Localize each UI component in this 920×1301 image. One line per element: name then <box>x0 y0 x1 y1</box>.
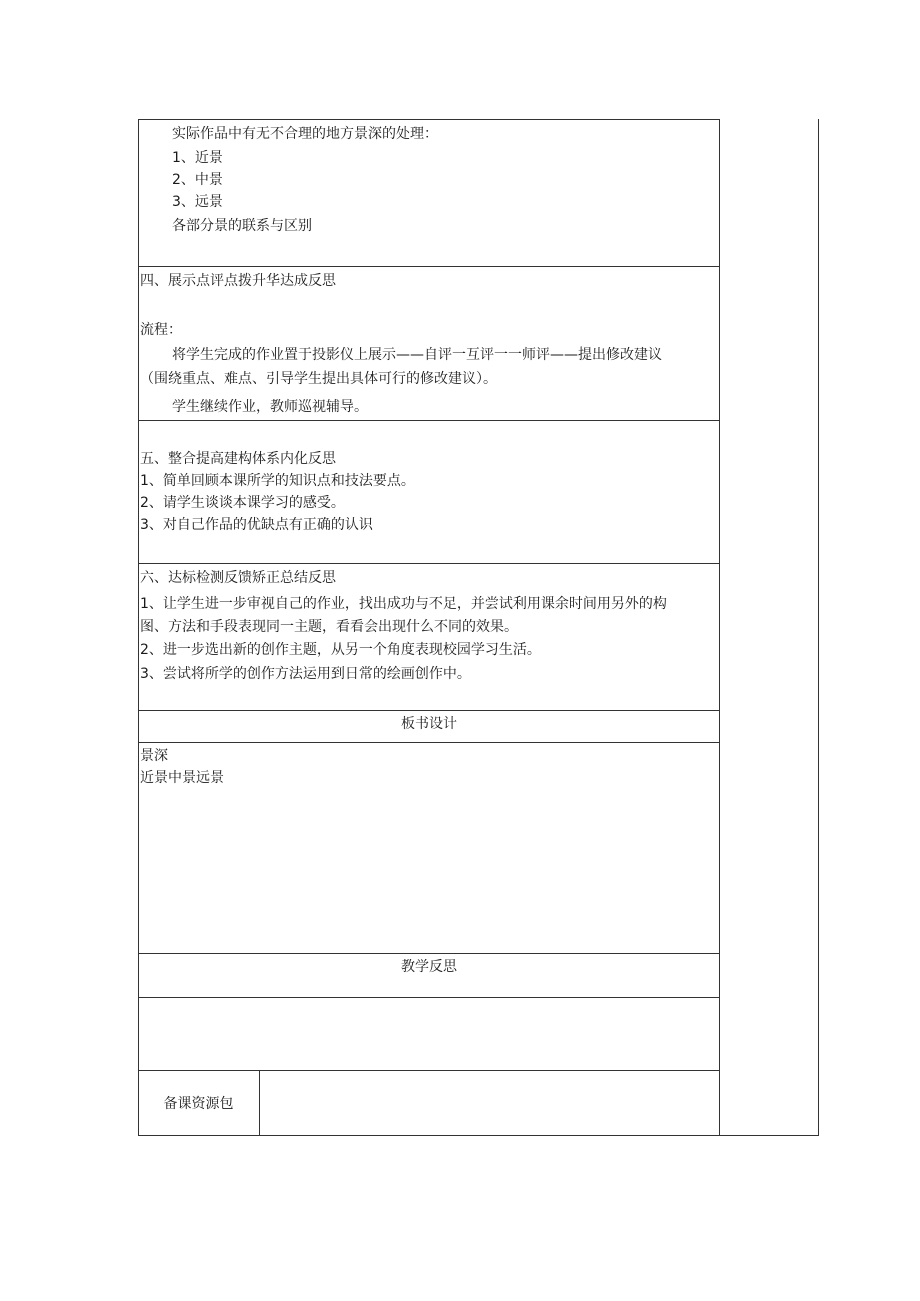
section4-para1-line1: 将学生完成的作业置于投影仪上展示——自评一互评一一师评——提出修改建议 <box>172 347 662 363</box>
table-row-divider <box>138 1135 819 1136</box>
table-row-divider <box>138 1070 720 1071</box>
section6-item1-line1: 1、让学生进一步审视自己的作业，找出成功与不足，并尝试利用课余时间用另外的构 <box>140 596 667 612</box>
table-row-divider <box>138 266 720 267</box>
resource-cell-divider <box>259 1070 260 1136</box>
resource-pack-label: 备课资源包 <box>163 1096 234 1112</box>
section6-item1-line2: 图、方法和手段表现同一主题，看看会出现什么不同的效果。 <box>140 619 518 635</box>
section4-flow-label: 流程： <box>140 322 182 338</box>
board-line-2: 近景中景远景 <box>140 770 224 786</box>
depth-item-far: 3、远景 <box>172 194 223 210</box>
depth-item-near: 1、近景 <box>172 150 223 166</box>
teaching-reflection-header: 教学反思 <box>401 959 457 975</box>
table-border-outer-right <box>818 119 819 1136</box>
board-design-header: 板书设计 <box>401 716 457 732</box>
section5-item-1: 1、简单回顾本课所学的知识点和技法要点。 <box>140 473 415 489</box>
table-row-divider <box>138 563 720 564</box>
table-row-divider <box>138 997 720 998</box>
section5-title: 五、整合提高建构体系内化反思 <box>140 451 336 467</box>
section4-para2: 学生继续作业，教师巡视辅导。 <box>172 399 368 415</box>
table-row-divider <box>138 742 720 743</box>
table-row-divider <box>138 420 720 421</box>
section6-item2: 2、进一步选出新的创作主题，从另一个角度表现校园学习生活。 <box>140 642 541 658</box>
depth-note: 各部分景的联系与区别 <box>172 218 312 234</box>
board-line-1: 景深 <box>140 748 168 764</box>
depth-intro: 实际作品中有无不合理的地方景深的处理： <box>172 126 438 142</box>
depth-item-middle: 2、中景 <box>172 172 223 188</box>
section5-item-2: 2、请学生谈谈本课学习的感受。 <box>140 495 345 511</box>
section6-item3: 3、尝试将所学的创作方法运用到日常的绘画创作中。 <box>140 666 471 682</box>
table-border-left <box>138 119 139 1136</box>
section6-title: 六、达标检测反馈矫正总结反思 <box>140 570 336 586</box>
table-row-divider <box>138 710 720 711</box>
table-row-divider <box>138 953 720 954</box>
section5-item-3: 3、对自己作品的优缺点有正确的认识 <box>140 517 373 533</box>
section4-title: 四、展示点评点拨升华达成反思 <box>140 273 336 289</box>
table-border-inner-right <box>719 119 720 1136</box>
table-row-divider <box>138 119 720 120</box>
section4-para1-line2: （围绕重点、难点、引导学生提出具体可行的修改建议）。 <box>140 371 497 387</box>
